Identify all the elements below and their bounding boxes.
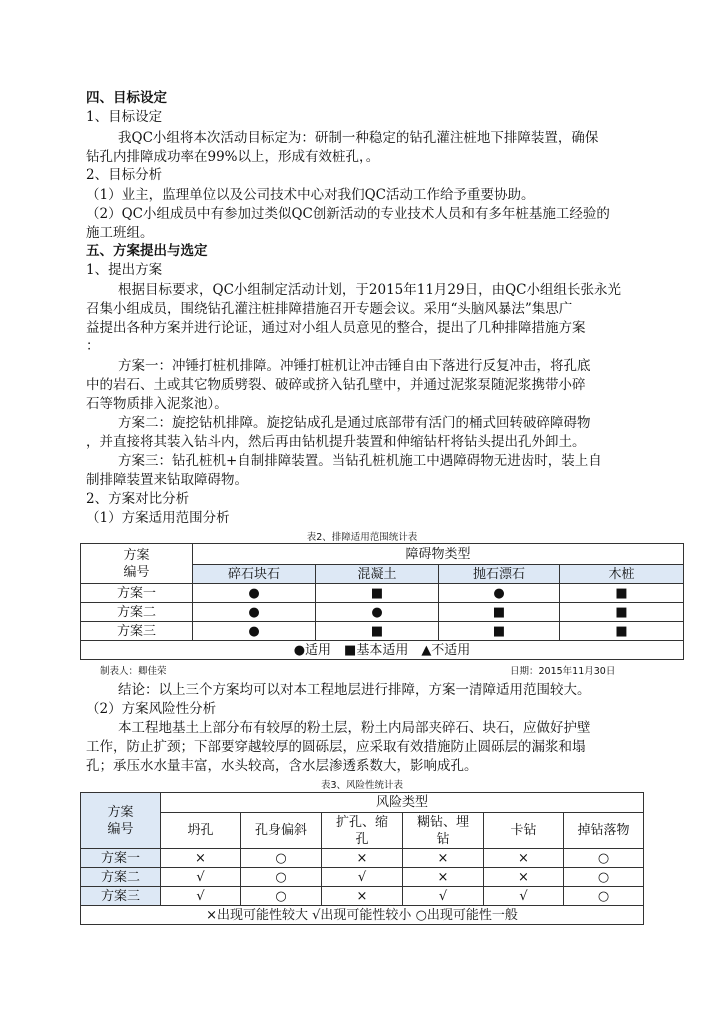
header-line: 扩孔、缩 <box>335 814 388 830</box>
row-label: 方案一 <box>81 584 193 603</box>
table-2-col-header: 木桩 <box>560 565 684 584</box>
paragraph-line: （1）业主，监理单位以及公司技术中心对我们QC活动工作给予重要协助。 <box>86 187 535 203</box>
header-line: 糊钻、埋 <box>416 814 469 830</box>
cell: √ <box>484 887 564 906</box>
table-3-col-header <box>564 813 644 849</box>
paragraph-line: 益提出各种方案并进行论证，通过对小组人员意见的整合，提出了几种排障措施方案 <box>86 320 586 336</box>
table-2-caption: 表2、排障适用范围统计表 <box>306 532 418 543</box>
paragraph-line: 工作，防止扩颈；下部要穿越较厚的圆砾层，应采取有效措施防止圆砾层的漏浆和塌 <box>86 739 586 755</box>
paragraph-line: 根据目标要求，QC小组制定活动计划，于2015年11月29日，由QC小组组长张永光 <box>118 282 622 298</box>
conclusion-line: 结论：以上三个方案均可以对本工程地层进行排障，方案一清障适用范围较大。 <box>118 682 591 698</box>
subsection-5-2-1-heading: （1）方案适用范围分析 <box>86 510 230 526</box>
header-line: 孔身偏斜 <box>254 823 307 838</box>
cell: ○ <box>241 868 322 887</box>
plan-1-line: 石等物质排入泥浆池）。 <box>86 396 228 412</box>
row-label: 方案三 <box>81 887 161 906</box>
cell: ○ <box>241 849 322 868</box>
table-3-col-header <box>322 813 403 849</box>
cell: ○ <box>564 887 644 906</box>
row-label: 方案一 <box>81 849 161 868</box>
cell: ● <box>193 622 316 641</box>
table-3-col-header <box>161 813 241 849</box>
table-3-col-header <box>484 813 564 849</box>
plan-3-line: 制排障装置来钻取障碍物。 <box>86 472 248 488</box>
plan-3-line: 方案三：钻孔桩机+自制排障装置。当钻孔桩机施工中遇障碍物无进齿时，装上自 <box>118 453 602 469</box>
plan-2-line: ，并直接将其装入钻斗内，然后再由钻机提升装置和伸缩钻杆将钻头提出孔外卸土。 <box>86 434 586 450</box>
subsection-5-1-heading: 1、提出方案 <box>86 262 163 278</box>
table-row <box>81 584 684 603</box>
table-3-legend: ×出现可能性较大 √出现可能性较小 ○出现可能性一般 <box>81 906 644 925</box>
header-line: 方案 <box>123 547 150 563</box>
table-3-col-header <box>241 813 322 849</box>
subsection-5-2-2-heading: （2）方案风险性分析 <box>86 701 217 717</box>
table-row <box>81 603 684 622</box>
table-2-maker: 制表人：卿佳荣 <box>100 666 167 677</box>
paragraph-line: ： <box>86 338 100 354</box>
table-row <box>81 868 644 887</box>
header-line: 掉钻落物 <box>577 823 630 838</box>
cell: ● <box>193 603 316 622</box>
table-row <box>81 849 644 868</box>
table-3-header-plan <box>81 793 161 849</box>
row-label: 方案二 <box>81 603 193 622</box>
header-line: 方案 <box>107 804 134 820</box>
table-2-legend: ●适用 ■基本适用 ▲不适用 <box>81 641 684 660</box>
cell: ○ <box>564 868 644 887</box>
header-line: 坍孔 <box>187 823 214 838</box>
subsection-4-1-heading: 1、目标设定 <box>86 109 163 125</box>
paragraph-line: 我QC小组将本次活动目标定为：研制一种稳定的钻孔灌注桩地下排障装置，确保 <box>118 130 599 146</box>
table-2-date: 日期：2015年11月30日 <box>510 666 616 677</box>
cell: ■ <box>439 603 560 622</box>
paragraph-line: 召集小组成员，围绕钻孔灌注桩排障措施召开专题会议。采用“头脑风暴法”集思广 <box>86 301 573 317</box>
cell: × <box>322 887 403 906</box>
table-2-applicability <box>80 543 684 660</box>
header-line: 编号 <box>123 564 150 580</box>
cell: ■ <box>560 603 684 622</box>
cell: × <box>484 849 564 868</box>
cell: √ <box>161 868 241 887</box>
cell: × <box>403 849 484 868</box>
cell: ○ <box>564 849 644 868</box>
cell: ■ <box>316 584 439 603</box>
cell: ■ <box>560 622 684 641</box>
table-3-col-header <box>403 813 484 849</box>
cell: √ <box>403 887 484 906</box>
table-row <box>81 622 684 641</box>
header-line: 孔 <box>355 831 369 847</box>
plan-1-line: 方案一：冲锤打桩机排障。冲锤打桩机让冲击锤自由下落进行反复冲击，将孔底 <box>118 358 591 374</box>
cell: × <box>484 868 564 887</box>
table-3-risk <box>80 792 644 925</box>
cell: √ <box>161 887 241 906</box>
table-2-col-header: 混凝土 <box>316 565 439 584</box>
cell: ■ <box>316 622 439 641</box>
subsection-4-2-heading: 2、目标分析 <box>86 167 163 183</box>
paragraph-line: 施工班组。 <box>86 225 154 241</box>
cell: × <box>161 849 241 868</box>
paragraph-line: 钻孔内排障成功率在99%以上，形成有效桩孔，。 <box>86 149 380 165</box>
header-line: 钻 <box>436 831 450 847</box>
header-line: 编号 <box>107 821 134 837</box>
cell: √ <box>322 868 403 887</box>
cell: × <box>322 849 403 868</box>
section-5-heading: 五、方案提出与选定 <box>86 243 208 259</box>
cell: ● <box>439 584 560 603</box>
cell: × <box>403 868 484 887</box>
table-2-col-header: 碎石块石 <box>193 565 316 584</box>
subsection-5-2-heading: 2、方案对比分析 <box>86 491 190 507</box>
row-label: 方案二 <box>81 868 161 887</box>
paragraph-line: 孔；承压水水量丰富，水头较高，含水层渗透系数大，影响成孔。 <box>86 758 478 774</box>
row-label: 方案三 <box>81 622 193 641</box>
cell: ● <box>316 603 439 622</box>
section-4-heading: 四、目标设定 <box>86 90 167 106</box>
cell: ● <box>193 584 316 603</box>
table-3-group-header: 风险类型 <box>161 793 644 813</box>
header-line: 卡钻 <box>510 823 537 838</box>
table-2-group-header: 障碍物类型 <box>193 544 684 565</box>
table-2-header-plan <box>81 544 193 584</box>
plan-2-line: 方案二：旋挖钻机排障。旋挖钻成孔是通过底部带有活门的桶式回转破碎障碍物 <box>118 415 591 431</box>
cell: ■ <box>560 584 684 603</box>
plan-1-line: 中的岩石、土或其它物质劈裂、破碎或挤入钻孔壁中，并通过泥浆泵随泥浆携带小碎 <box>86 377 586 393</box>
cell: ○ <box>241 887 322 906</box>
table-3-caption: 表3、风险性统计表 <box>320 780 404 791</box>
table-2-col-header: 抛石漂石 <box>439 565 560 584</box>
table-row <box>81 887 644 906</box>
paragraph-line: （2）QC小组成员中有参加过类似QC创新活动的专业技术人员和有多年桩基施工经验的 <box>86 206 610 222</box>
paragraph-line: 本工程地基土上部分布有较厚的粉土层，粉土内局部夹碎石、块石，应做好护壁 <box>118 720 591 736</box>
cell: ■ <box>439 622 560 641</box>
